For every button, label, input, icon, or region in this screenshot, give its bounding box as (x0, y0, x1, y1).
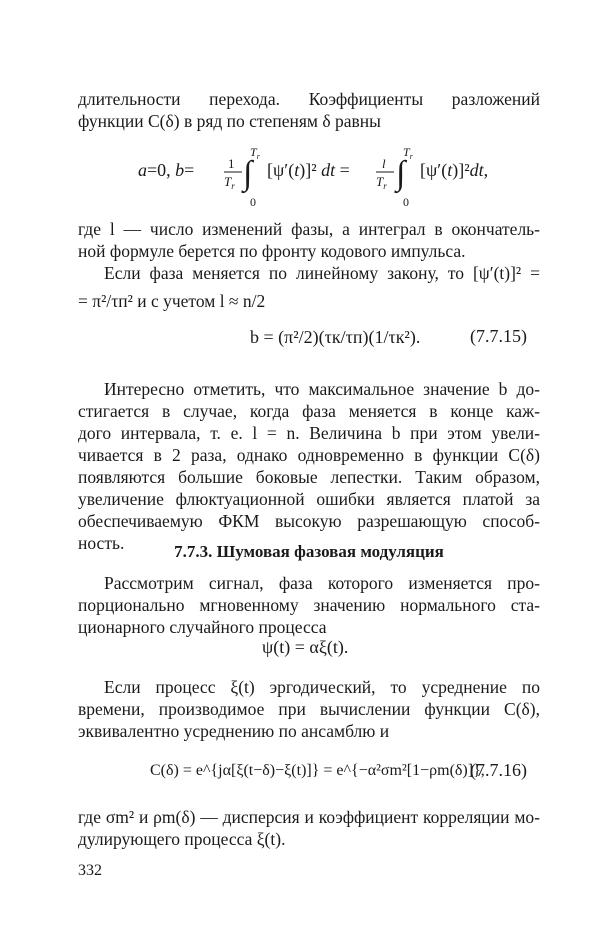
svg-text:0: 0 (250, 195, 256, 209)
svg-text:[ψ′(t)]²dt,: [ψ′(t)]²dt, (420, 160, 489, 180)
text-line: длительности перехода. Коэффициенты разложений (78, 89, 540, 109)
text-line: чивается в 2 раза, однако одновременно в функции C(δ) (78, 445, 540, 465)
svg-text:0: 0 (403, 195, 409, 209)
svg-text:∫: ∫ (243, 155, 253, 192)
equation-number: (7.7.16) (470, 760, 527, 780)
formula-c-delta: C(δ) = e^{jα[ξ(t−δ)−ξ(t)]} = e^{−α²σm²[1−ρm(δ)]}, (150, 762, 485, 779)
svg-text:∫: ∫ (396, 155, 406, 192)
text-line: ной формуле берется по фронту кодового импульса. (78, 241, 466, 261)
svg-text:l: l (382, 156, 386, 171)
svg-text:a=0, b=: a=0, b= (138, 160, 195, 180)
svg-text:Tr: $T_r$ (250, 145, 260, 161)
text-line: функции C(δ) в ряд по степеням δ равны (78, 111, 381, 131)
formula-b: b = (π²/2)(τк/τп)(1/τк²). (250, 327, 421, 347)
formula-coefficients (130, 140, 550, 210)
page-number: 332 (78, 862, 102, 879)
svg-text:Tr: $T_r$ (224, 174, 235, 191)
text-line: эквивалентно усреднению по ансамблю и (78, 721, 390, 741)
text-line: дого интервала, т. е. l = n. Величина b при этом увели- (78, 423, 540, 443)
svg-text:Tr: $T_r$ (403, 145, 413, 161)
formula-psi: ψ(t) = αξ(t). (262, 637, 349, 657)
text-line: ность. (78, 533, 125, 553)
text-line: порционально мгновенному значению нормального ста- (78, 595, 540, 615)
text-line: Если фаза меняется по линейному закону, то [ψ′(t)]² = (104, 263, 540, 283)
text-line: ционарного случайного процесса (78, 617, 327, 637)
text-line: времени, производимое при вычислении функции C(δ), (78, 699, 540, 719)
text-line: Рассмотрим сигнал, фаза которого изменяется про- (104, 573, 540, 593)
svg-text:Tr: $T_r$ (376, 174, 387, 191)
svg-text:[ψ′(t)]² dt =: [ψ′(t)]² dt = (267, 160, 350, 180)
text-line: Если процесс ξ(t) эргодический, то усреднение по (104, 677, 540, 697)
text-line: дулирующего процесса ξ(t). (78, 829, 286, 849)
text-line: = π²/τп² и с учетом l ≈ n/2 (78, 291, 266, 311)
text-line: стигается в случае, когда фаза меняется в конце каж- (78, 401, 540, 421)
text-line: увеличение флюктуационной ошибки является платой за (78, 489, 540, 509)
equation-number: (7.7.15) (470, 326, 527, 346)
text-line: где l — число изменений фазы, а интеграл в окончатель- (78, 219, 540, 239)
text-line: Интересно отметить, что максимальное значение b до- (104, 379, 540, 399)
svg-text:1: 1 (228, 156, 235, 171)
section-heading: 7.7.3. Шумовая фазовая модуляция (174, 542, 444, 561)
text-line: где σm² и ρm(δ) — дисперсия и коэффициент корреляции мо- (78, 807, 540, 827)
text-line: появляются большие боковые лепестки. Таким образом, (78, 467, 540, 487)
text-line: обеспечиваемую ФКМ высокую разрешающую способ- (78, 511, 540, 531)
